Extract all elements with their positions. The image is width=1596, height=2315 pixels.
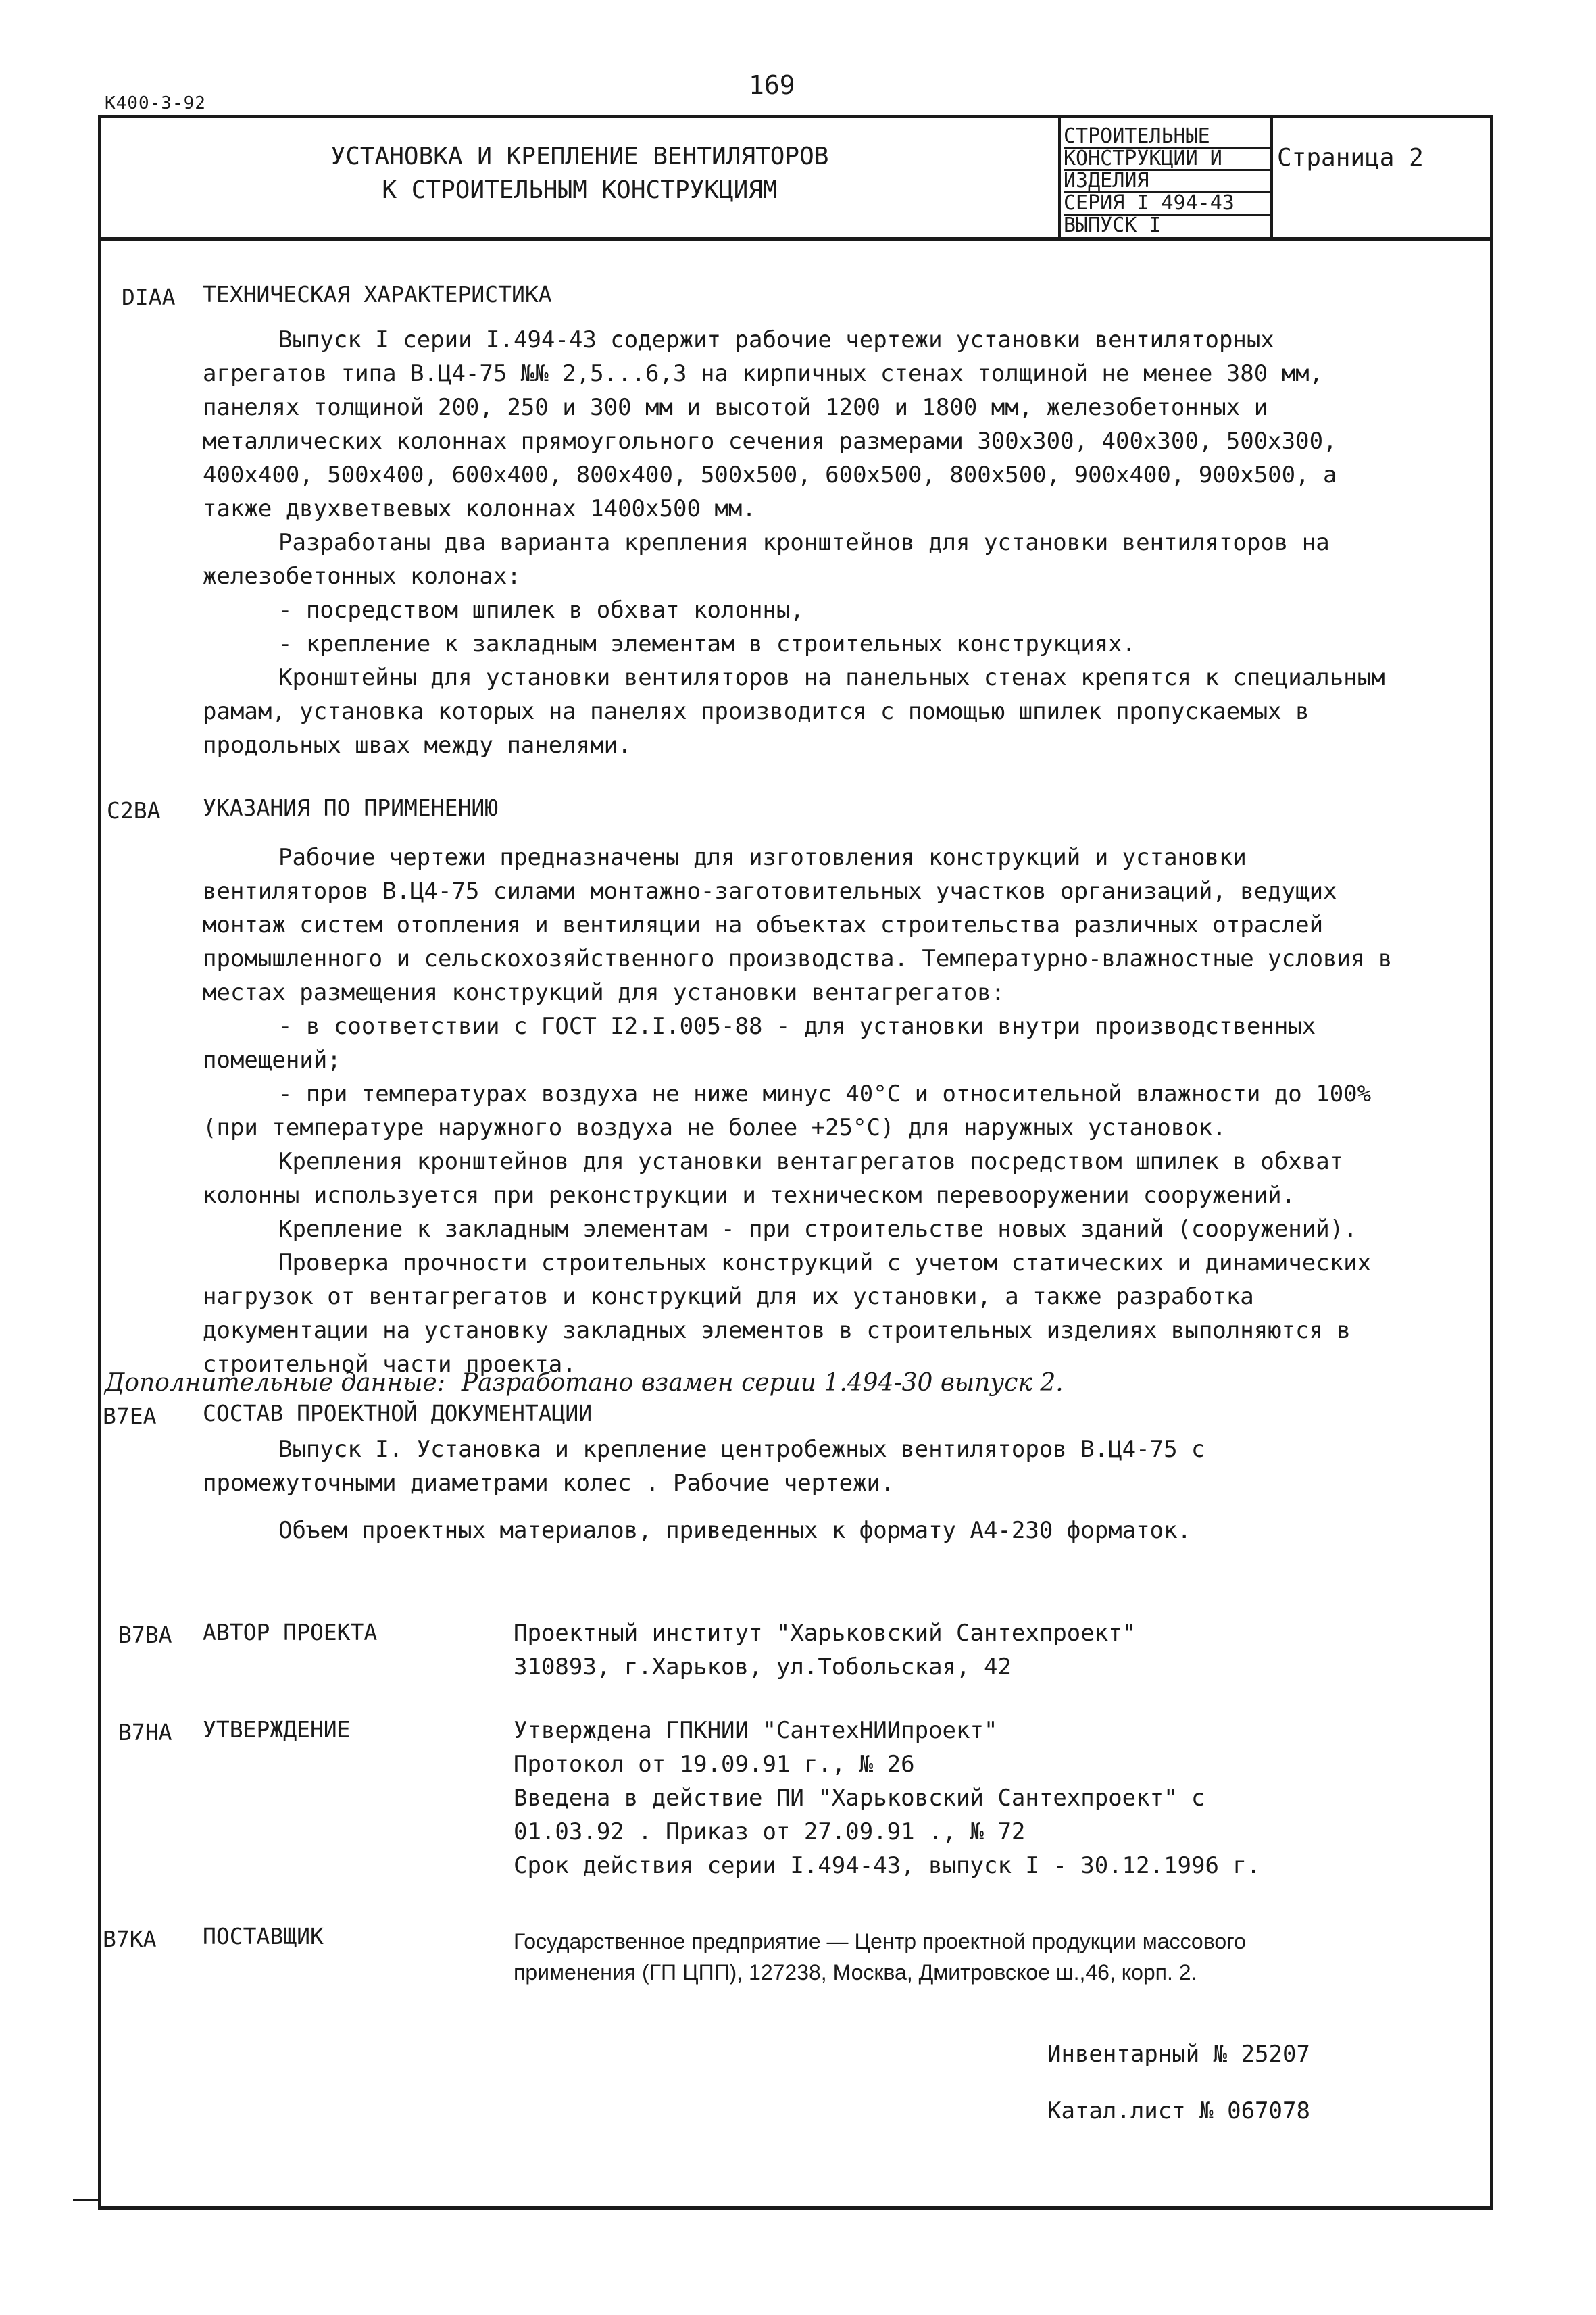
paragraph: Рабочие чертежи предназначены для изготовления конструкций и установки вентиляторов В.Ц4-75 силами монтажно-заготовительных участков организаций, ведущих монтаж систем отопления и вентиляции на объектах строительства различных отраслей промышленного и сельскохозяйственного производства. Температурно-влажностные условия в местах размещения конструкций для установки вентагрегатов: <box>203 844 1393 1006</box>
approval-body <box>514 1714 1392 1883</box>
text-line: Протокол от 19.09.91 г., № 26 <box>514 1751 915 1778</box>
section-code: B7EA <box>103 1403 157 1429</box>
header-series-block <box>1064 126 1270 236</box>
header-divider <box>1270 118 1273 239</box>
section-code: C2BA <box>107 797 161 824</box>
section-code: B7KA <box>103 1926 157 1952</box>
handwritten-label: Дополнительные данные: <box>105 1369 445 1397</box>
supplier-body <box>514 1926 1405 1988</box>
text-line: Проектный институт "Харьковский Сантехпроект" <box>514 1620 1137 1647</box>
paragraph: Выпуск I серии I.494-43 содержит рабочие чертежи установки вентиляторных агрегатов типа В.Ц4-75 №№ 2,5...6,3 на кирпичных стенах толщиной не менее 380 мм, панелях толщиной 200, 250 и 300 мм и высотой 1200 и 1800 мм, железобетонных и металлических колоннах прямоугольного сечения размерами 300х300, 400х300, 500х300, 400х400, 500х400, 600х400, 800х400, 500х500, 600х500, 800х500, 900х400, 900х500, а также двухветвевых колоннах 1400х500 мм. <box>203 326 1337 522</box>
document-code: К400-3-92 <box>105 93 206 114</box>
list-item: - при температурах воздуха не ниже минус 40°С и относительной влажности до 100% (при температуре наружного воздуха не более +25°С) для наружных установок. <box>203 1080 1372 1141</box>
text-line: Утверждена ГПКНИИ "СантехНИИпроект" <box>514 1717 998 1744</box>
list-item: - крепление к закладным элементам в строительных конструкциях. <box>278 630 1137 657</box>
text-line: Срок действия серии I.494-43, выпуск I - 30.12.1996 г. <box>514 1852 1261 1879</box>
header-page-label: Страница 2 <box>1277 144 1424 172</box>
section-heading: АВТОР ПРОЕКТА <box>203 1619 378 1645</box>
section-heading: СОСТАВ ПРОЕКТНОЙ ДОКУМЕНТАЦИИ <box>203 1400 593 1426</box>
catalog-sheet-number: Катал.лист № 067078 <box>1047 2097 1310 2124</box>
series-line: СТРОИТЕЛЬНЫЕ <box>1064 126 1270 149</box>
text-line: применения (ГП ЦПП), 127238, Москва, Дмитровское ш.,46, корп. 2. <box>514 1960 1197 1985</box>
text-line: Введена в действие ПИ "Харьковский Сантехпроект" с <box>514 1785 1205 1812</box>
corner-mark <box>73 2199 100 2201</box>
text-line: 01.03.92 . Приказ от 27.09.91 ., № 72 <box>514 1818 1026 1845</box>
series-line: ВЫПУСК I <box>1064 214 1162 237</box>
paragraph: Объем проектных материалов, приведенных к формату А4-230 форматок. <box>278 1517 1192 1544</box>
section-heading: ТЕХНИЧЕСКАЯ ХАРАКТЕРИСТИКА <box>203 281 552 307</box>
section-heading: УКАЗАНИЯ ПО ПРИМЕНЕНИЮ <box>203 795 499 821</box>
paragraph: Проверка прочности строительных конструкций с учетом статических и динамических нагрузок от вентагрегатов и конструкций для их установки, а также разработка документации на установку закладных элементов в строительных изделиях выполняются в строительной части проекта. <box>203 1249 1372 1378</box>
header-divider <box>1058 118 1061 239</box>
inventory-number: Инвентарный № 25207 <box>1047 2041 1310 2068</box>
text-line: 310893, г.Харьков, ул.Тобольская, 42 <box>514 1653 1012 1681</box>
docs-body <box>203 1433 1405 1547</box>
paragraph: Крепления кронштейнов для установки вентагрегатов посредством шпилек в обхват колонны используется при реконструкции и техническом перевооружении сооружений. <box>203 1148 1344 1209</box>
paragraph: Разработаны два варианта крепления кронштейнов для установки вентиляторов на железобетонных колонах: <box>203 529 1330 590</box>
series-line: КОНСТРУКЦИИ И <box>1064 149 1270 171</box>
handwritten-note <box>105 1369 1375 1397</box>
header-title: УСТАНОВКА И КРЕПЛЕНИЕ ВЕНТИЛЯТОРОВ К СТРОИТЕЛЬНЫМ КОНСТРУКЦИЯМ <box>330 143 829 204</box>
paragraph: Кронштейны для установки вентиляторов на панельных стенах крепятся к специальным рамам, установка которых на панелях производится с помощью шпилек пропускаемых в продольных швах между панелями. <box>203 664 1385 759</box>
paragraph: Крепление к закладным элементам - при строительстве новых зданий (сооружений). <box>278 1216 1357 1243</box>
author-body <box>514 1616 1392 1684</box>
tech-body <box>203 323 1405 762</box>
section-heading: ПОСТАВЩИК <box>203 1923 324 1949</box>
list-item: - в соответствии с ГОСТ I2.I.005-88 - для установки внутри производственных помещений; <box>203 1013 1316 1074</box>
section-code: DIAA <box>122 284 176 310</box>
list-item: - посредством шпилек в обхват колонны, <box>278 597 804 624</box>
section-heading: УТВЕРЖДЕНИЕ <box>203 1716 351 1743</box>
header-bottom-rule <box>101 237 1490 241</box>
handwritten-text: Разработано взамен серии 1.494-30 выпуск 2. <box>461 1369 1064 1397</box>
series-line: ИЗДЕЛИЯ <box>1064 171 1270 193</box>
usage-body <box>203 841 1405 1381</box>
text-line: Государственное предприятие — Центр проектной продукции массового <box>514 1929 1246 1953</box>
section-code: B7HA <box>118 1719 172 1745</box>
section-code: B7BA <box>118 1622 172 1648</box>
page-number: 169 <box>749 70 795 100</box>
paragraph: Выпуск I. Установка и крепление центробежных вентиляторов В.Ц4-75 с промежуточными диаметрами колес . Рабочие чертежи. <box>203 1436 1205 1497</box>
series-line: СЕРИЯ I 494-43 <box>1064 193 1270 216</box>
